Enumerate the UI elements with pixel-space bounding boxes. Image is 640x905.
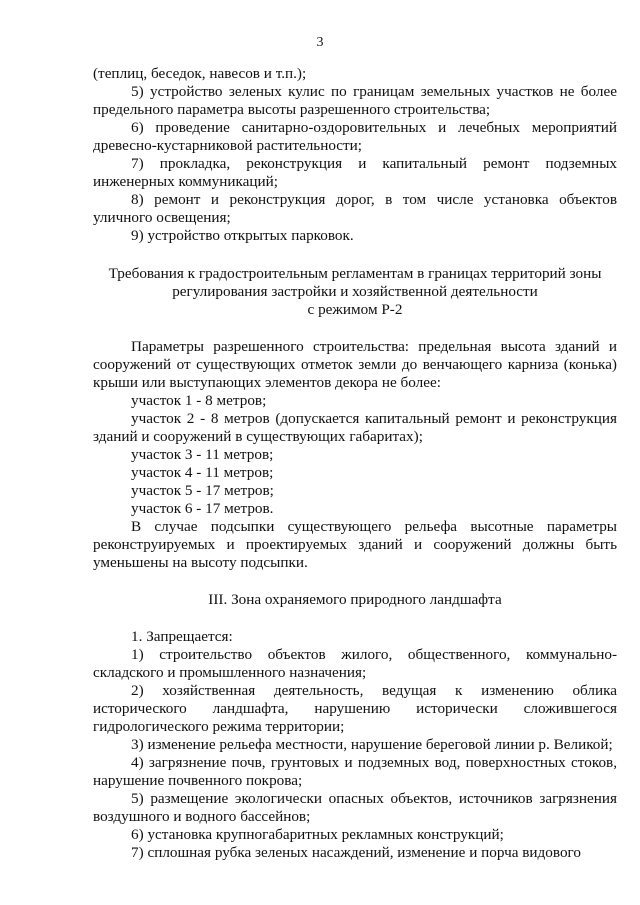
section-heading-iii: III. Зона охраняемого природного ландшафта bbox=[208, 591, 502, 608]
section-heading-r2 bbox=[93, 265, 617, 319]
list-item: 8) ремонт и реконструкция дорог, в том числе установка объектов уличного освещения; bbox=[93, 191, 617, 226]
note-paragraph: В случае подсыпки существующего рельефа высотные параметры реконструируемых и проектируемых зданий и сооружений должны быть уменьшены на высоту подсыпки. bbox=[93, 518, 617, 571]
list-item: 6) проведение санитарно-оздоровительных и лечебных мероприятий древесно-кустарниковой растительности; bbox=[93, 119, 617, 154]
prohibition-item: 4) загрязнение почв, грунтовых и подземных вод, поверхностных стоков, нарушение почвенного покрова; bbox=[93, 754, 617, 789]
heading-line: с режимом Р-2 bbox=[307, 301, 403, 318]
page-number: 3 bbox=[316, 35, 324, 50]
plot-item: участок 5 - 17 метров; bbox=[131, 482, 274, 499]
plot-item: участок 3 - 11 метров; bbox=[131, 446, 274, 463]
prohibition-item: 3) изменение рельефа местности, нарушение береговой линии р. Великой; bbox=[131, 736, 613, 753]
heading-line: регулирования застройки и хозяйственной деятельности bbox=[172, 283, 538, 300]
plot-item: участок 2 - 8 метров (допускается капитальный ремонт и реконструкция зданий и сооружений в существующих габаритах); bbox=[93, 410, 617, 445]
plot-item: участок 6 - 17 метров. bbox=[131, 500, 274, 517]
plot-item: участок 4 - 11 метров; bbox=[131, 464, 274, 481]
prohibition-item: 2) хозяйственная деятельность, ведущая к изменению облика исторического ландшафта, нарушению исторически сложившегося гидрологического режима территории; bbox=[93, 682, 617, 735]
heading-line: Требования к градостроительным регламентам в границах территорий зоны bbox=[108, 265, 602, 282]
document-body bbox=[93, 65, 617, 862]
parameters-paragraph: Параметры разрешенного строительства: предельная высота зданий и сооружений от существующих отметок земли до венчающего карниза (конька) крыши или выступающих элементов декора не более: bbox=[93, 338, 617, 391]
prohibition-item: 5) размещение экологически опасных объектов, источников загрязнения воздушного и водного бассейнов; bbox=[93, 790, 617, 825]
list-item: 7) прокладка, реконструкция и капитальный ремонт подземных инженерных коммуникаций; bbox=[93, 155, 617, 190]
prohibition-intro: 1. Запрещается: bbox=[131, 628, 233, 645]
list-item: 9) устройство открытых парковок. bbox=[131, 227, 354, 244]
list-item: 5) устройство зеленых кулис по границам земельных участков не более предельного параметра высоты разрешенного строительства; bbox=[93, 83, 617, 118]
prohibition-item: 1) строительство объектов жилого, общественного, коммунально-складского и промышленного назначения; bbox=[93, 646, 617, 681]
plot-item: участок 1 - 8 метров; bbox=[131, 392, 267, 409]
prohibition-item: 7) сплошная рубка зеленых насаждений, изменение и порча видового bbox=[131, 844, 581, 861]
paragraph-continuation: (теплиц, беседок, навесов и т.п.); bbox=[93, 65, 307, 82]
prohibition-item: 6) установка крупногабаритных рекламных конструкций; bbox=[131, 826, 504, 843]
